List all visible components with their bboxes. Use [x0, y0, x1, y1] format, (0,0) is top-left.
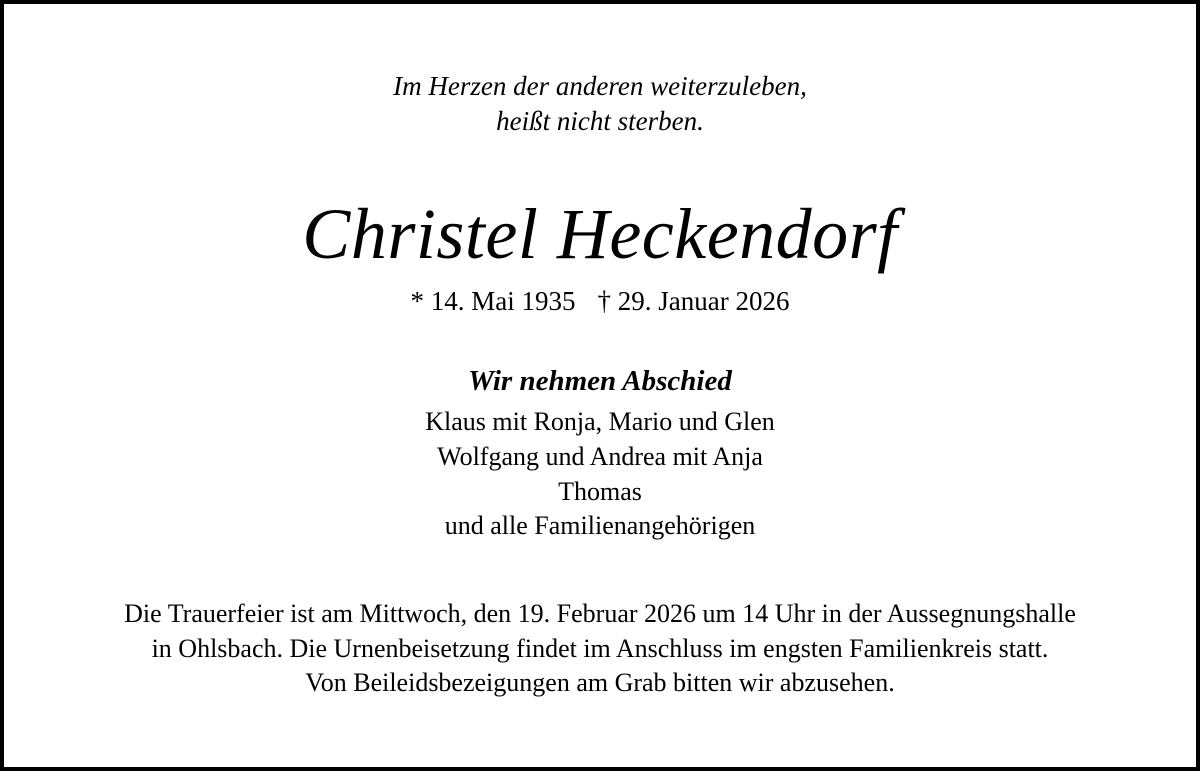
mourner-line: Wolfgang und Andrea mit Anja — [437, 442, 763, 471]
birth-date: * 14. Mai 1935 — [410, 286, 576, 316]
farewell-heading: Wir nehmen Abschied — [468, 365, 732, 397]
life-dates — [0, 285, 1200, 317]
mourner-line: Klaus mit Ronja, Mario und Glen — [425, 407, 775, 436]
mourner-line: Thomas — [558, 477, 642, 506]
mourner-line: und alle Familienangehörigen — [444, 511, 756, 540]
funeral-notice-line: Von Beileidsbezeigungen am Grab bitten wir abzusehen. — [305, 668, 895, 697]
motto-line-2: heißt nicht sterben. — [496, 106, 704, 136]
funeral-notice-line: in Ohlsbach. Die Urnenbeisetzung findet im Anschluss im engsten Familienkreis statt. — [151, 634, 1049, 663]
death-date: † 29. Januar 2026 — [597, 286, 790, 316]
motto-line-1: Im Herzen der anderen weiterzuleben, — [393, 71, 807, 101]
deceased-name: Christel Heckendorf — [302, 194, 898, 274]
funeral-notice-line: Die Trauerfeier ist am Mittwoch, den 19. Februar 2026 um 14 Uhr in der Aussegnungshalle — [124, 599, 1076, 628]
